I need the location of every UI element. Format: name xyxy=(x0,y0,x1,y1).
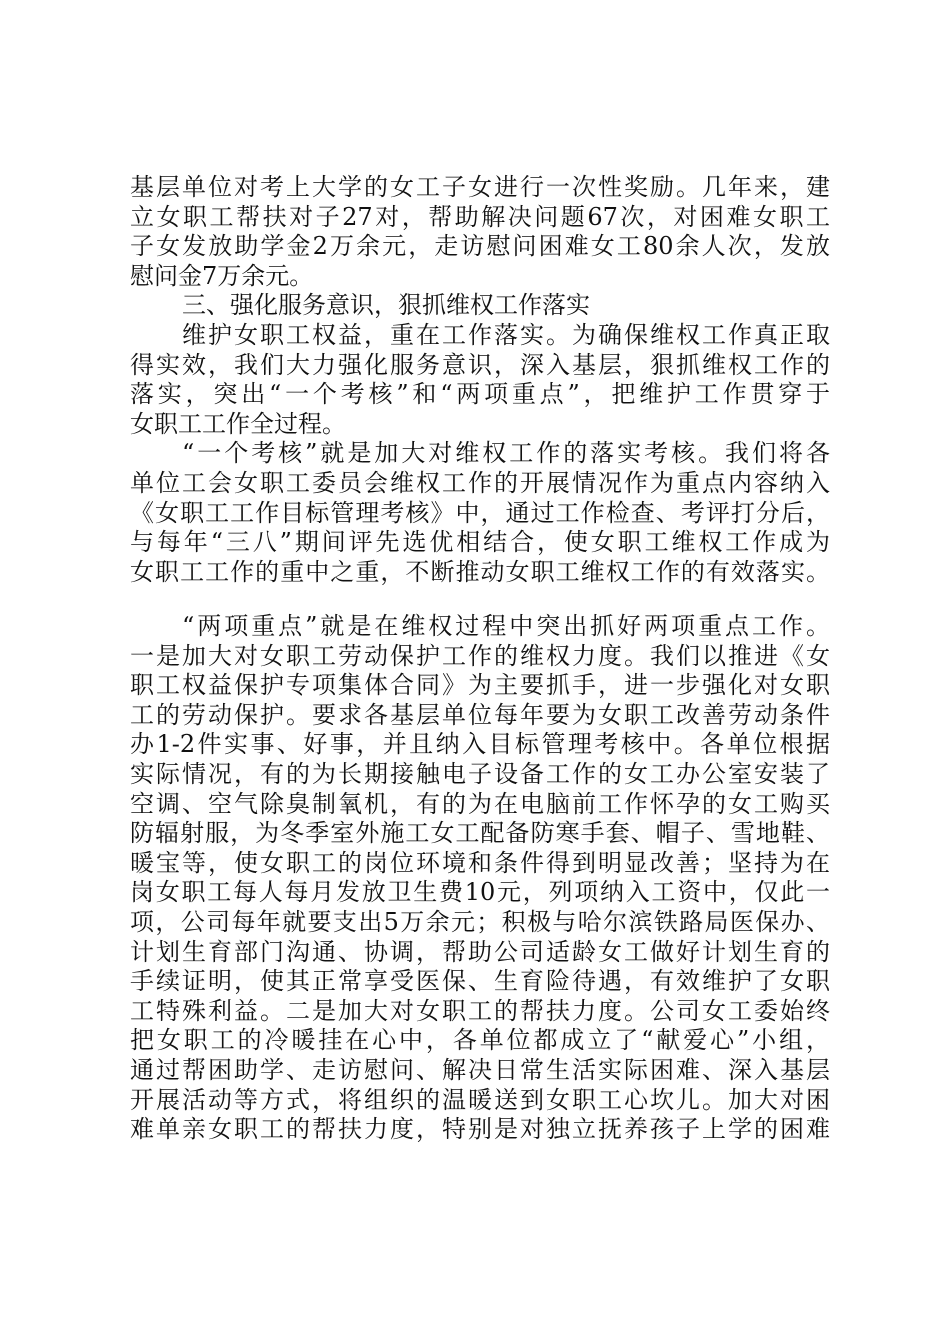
text-line: 与每年“三八”期间评先选优相结合，使女职工维权工作成为 xyxy=(130,528,830,557)
text-line: 计划生育部门沟通、协调，帮助公司适龄女工做好计划生育的 xyxy=(130,937,830,966)
text-line: 岗女职工每人每月发放卫生费10元，列项纳入工资中，仅此一 xyxy=(130,878,830,907)
paragraph-block-2 xyxy=(130,612,830,1145)
text-line: 防辐射服，为冬季室外施工女工配备防寒手套、帽子、雪地鞋、 xyxy=(130,819,830,848)
paragraph-block-1 xyxy=(130,173,830,587)
text-line: 单位工会女职工委员会维权工作的开展情况作为重点内容纳入 xyxy=(130,468,830,497)
text-line: 立女职工帮扶对子27对，帮助解决问题67次，对困难女职工 xyxy=(130,202,830,231)
text-line: 实际情况，有的为长期接触电子设备工作的女工办公室安装了 xyxy=(130,759,830,788)
text-line: 空调、空气除臭制氧机，有的为在电脑前工作怀孕的女工购买 xyxy=(130,789,830,818)
text-line: 工的劳动保护。要求各基层单位每年要为女职工改善劳动条件 xyxy=(130,700,830,729)
text-line: 维护女职工权益，重在工作落实。为确保维权工作真正取 xyxy=(182,320,830,349)
text-line: 落实，突出“一个考核”和“两项重点”，把维护工作贯穿于 xyxy=(130,380,830,409)
text-line: 《女职工工作目标管理考核》中，通过工作检查、考评打分后， xyxy=(130,498,830,527)
text-line: 手续证明，使其正常享受医保、生育险待遇，有效维护了女职 xyxy=(130,967,830,996)
text-line: 得实效，我们大力强化服务意识，深入基层，狠抓维权工作的 xyxy=(130,350,830,379)
section-heading: 三、强化服务意识，狠抓维权工作落实 xyxy=(182,291,590,320)
text-line: 子女发放助学金2万余元，走访慰问困难女工80余人次，发放 xyxy=(130,232,830,261)
text-line: 女职工工作的重中之重，不断推动女职工维权工作的有效落实。 xyxy=(130,557,830,586)
text-line: 职工权益保护专项集体合同》为主要抓手，进一步强化对女职 xyxy=(130,671,830,700)
text-line: 一是加大对女职工劳动保护工作的维权力度。我们以推进《女 xyxy=(130,641,830,670)
text-line: 基层单位对考上大学的女工子女进行一次性奖励。几年来，建 xyxy=(130,173,830,201)
text-line: 暖宝等，使女职工的岗位环境和条件得到明显改善；坚持为在 xyxy=(130,848,830,877)
text-line: 难单亲女职工的帮扶力度，特别是对独立抚养孩子上学的困难 xyxy=(130,1115,830,1144)
text-line: 项，公司每年就要支出5万余元；积极与哈尔滨铁路局医保办、 xyxy=(130,907,830,936)
text-line: “两项重点”就是在维权过程中突出抓好两项重点工作。 xyxy=(182,612,830,640)
text-line: 把女职工的冷暖挂在心中，各单位都成立了“献爱心”小组， xyxy=(130,1026,830,1055)
text-line: 开展活动等方式，将组织的温暖送到女职工心坎儿。加大对困 xyxy=(130,1085,830,1114)
text-line: 通过帮困助学、走访慰问、解决日常生活实际困难、深入基层 xyxy=(130,1055,830,1084)
text-line: “一个考核”就是加大对维权工作的落实考核。我们将各 xyxy=(182,439,830,468)
text-line: 办1-2件实事、好事，并且纳入目标管理考核中。各单位根据 xyxy=(130,730,830,759)
text-line: 女职工工作全过程。 xyxy=(130,409,346,438)
text-line: 工特殊利益。二是加大对女职工的帮扶力度。公司女工委始终 xyxy=(130,996,830,1025)
text-line: 慰问金7万余元。 xyxy=(130,261,314,290)
